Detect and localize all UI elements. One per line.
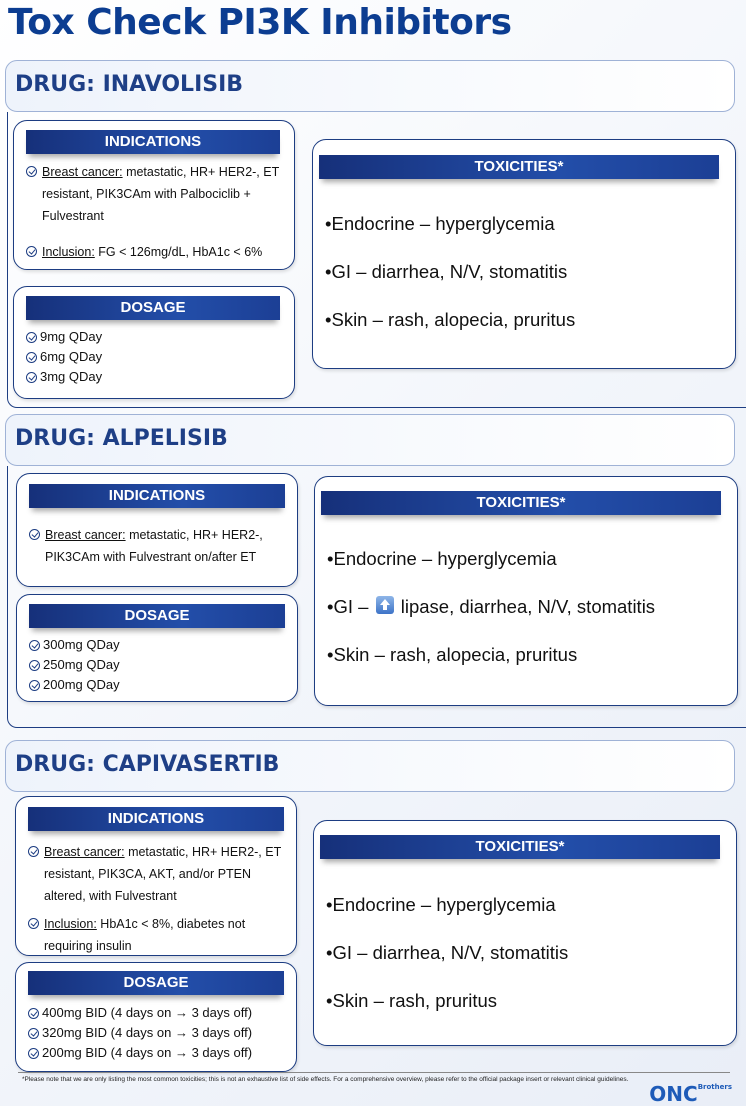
check-circle-icon — [28, 846, 39, 857]
dosage-box — [16, 594, 298, 702]
dosage-list — [28, 1003, 252, 1063]
dosage-item: 200mg QDay — [29, 675, 120, 695]
indications-box — [16, 473, 298, 587]
check-circle-icon — [26, 246, 37, 257]
brand-logo: $ONC^{Brothers}$ — [649, 1082, 732, 1106]
drug-name: DRUG: CAPIVASERTIB — [15, 752, 280, 777]
toxicities-list — [325, 200, 575, 344]
check-circle-icon — [29, 680, 40, 691]
dosage-item: 400mg BID (4 days on → 3 days off) — [28, 1003, 252, 1023]
toxicities-list — [326, 881, 568, 1025]
toxicity-item: •Endocrine – hyperglycemia — [325, 213, 555, 234]
check-circle-icon — [28, 918, 39, 929]
check-circle-icon — [29, 660, 40, 671]
up-arrow-icon — [376, 596, 394, 614]
indication-item: Breast cancer: metastatic, HR+ HER2-, PIK3CAm with Fulvestrant on/after ET — [29, 524, 297, 568]
dosage-box — [15, 962, 297, 1072]
dosage-header: DOSAGE — [26, 296, 280, 320]
drug-section-inavolisib — [7, 112, 746, 408]
dosage-item: 320mg BID (4 days on → 3 days off) — [28, 1023, 252, 1043]
check-circle-icon — [29, 529, 40, 540]
toxicity-item: •GI – diarrhea, N/V, stomatitis — [326, 942, 569, 963]
drug-name: DRUG: INAVOLISIB — [15, 72, 244, 97]
toxicity-item: •GI – lipase, diarrhea, N/V, stomatitis — [327, 596, 656, 617]
toxicities-box — [313, 820, 737, 1046]
toxicity-item: •Skin – rash, alopecia, pruritus — [327, 644, 578, 665]
indications-box — [15, 796, 297, 956]
dosage-item: 6mg QDay — [26, 347, 102, 367]
dosage-item: 3mg QDay — [26, 367, 102, 387]
check-circle-icon — [29, 640, 40, 651]
check-circle-icon — [28, 1028, 39, 1039]
dosage-header: DOSAGE — [28, 971, 284, 995]
indication-item: Breast cancer: metastatic, HR+ HER2-, ET resistant, PIK3CAm with Palbociclib + Fulvestrant — [26, 161, 294, 227]
drug-header-alpelisib — [5, 414, 735, 466]
indication-item: Breast cancer: metastatic, HR+ HER2-, ET resistant, PIK3CA, AKT, and/or PTEN altered, with Fulvestrant — [28, 841, 296, 907]
check-circle-icon — [26, 166, 37, 177]
indication-item: Inclusion: HbA1c < 8%, diabetes not requiring insulin — [28, 913, 296, 957]
check-circle-icon — [26, 332, 37, 343]
dosage-list — [26, 327, 102, 387]
toxicities-list — [327, 535, 655, 679]
indications-box — [13, 120, 295, 270]
dosage-item: 250mg QDay — [29, 655, 120, 675]
dosage-item: 200mg BID (4 days on → 3 days off) — [28, 1043, 252, 1063]
toxicities-header: TOXICITIES* — [319, 155, 719, 179]
dosage-item: 300mg QDay — [29, 635, 120, 655]
toxicities-box — [314, 476, 738, 706]
footer-divider — [18, 1072, 730, 1073]
drug-section-alpelisib — [7, 466, 746, 728]
toxicities-header: TOXICITIES* — [321, 491, 721, 515]
toxicity-item: •GI – diarrhea, N/V, stomatitis — [325, 261, 568, 282]
drug-header-inavolisib — [5, 60, 735, 112]
page-title: Tox Check PI3K Inhibitors — [8, 2, 512, 43]
toxicity-item: •Skin – rash, pruritus — [326, 990, 497, 1011]
toxicity-item: •Endocrine – hyperglycemia — [327, 548, 557, 569]
drug-header-capivasertib — [5, 740, 735, 792]
indications-header: INDICATIONS — [26, 130, 280, 154]
drug-name: DRUG: ALPELISIB — [15, 426, 228, 451]
drug-section-capivasertib — [7, 792, 746, 1070]
indications-header: INDICATIONS — [29, 484, 285, 508]
indications-header: INDICATIONS — [28, 807, 284, 831]
check-circle-icon — [28, 1048, 39, 1059]
toxicities-header: TOXICITIES* — [320, 835, 720, 859]
check-circle-icon — [26, 352, 37, 363]
dosage-box — [13, 286, 295, 399]
dosage-item: 9mg QDay — [26, 327, 102, 347]
check-circle-icon — [26, 372, 37, 383]
dosage-header: DOSAGE — [29, 604, 285, 628]
toxicity-item: •Skin – rash, alopecia, pruritus — [325, 309, 576, 330]
check-circle-icon — [28, 1008, 39, 1019]
footnote: *Please note that we are only listing the most common toxicities; this is not an exhaustive list of side effects. For a comprehensive overview, please refer to the official package insert or relevant clinical guidelines. — [22, 1076, 629, 1083]
dosage-list — [29, 635, 120, 695]
indication-item: Inclusion: FG < 126mg/dL, HbA1c < 6% — [26, 241, 294, 263]
toxicity-item: •Endocrine – hyperglycemia — [326, 894, 556, 915]
toxicities-box — [312, 139, 736, 369]
